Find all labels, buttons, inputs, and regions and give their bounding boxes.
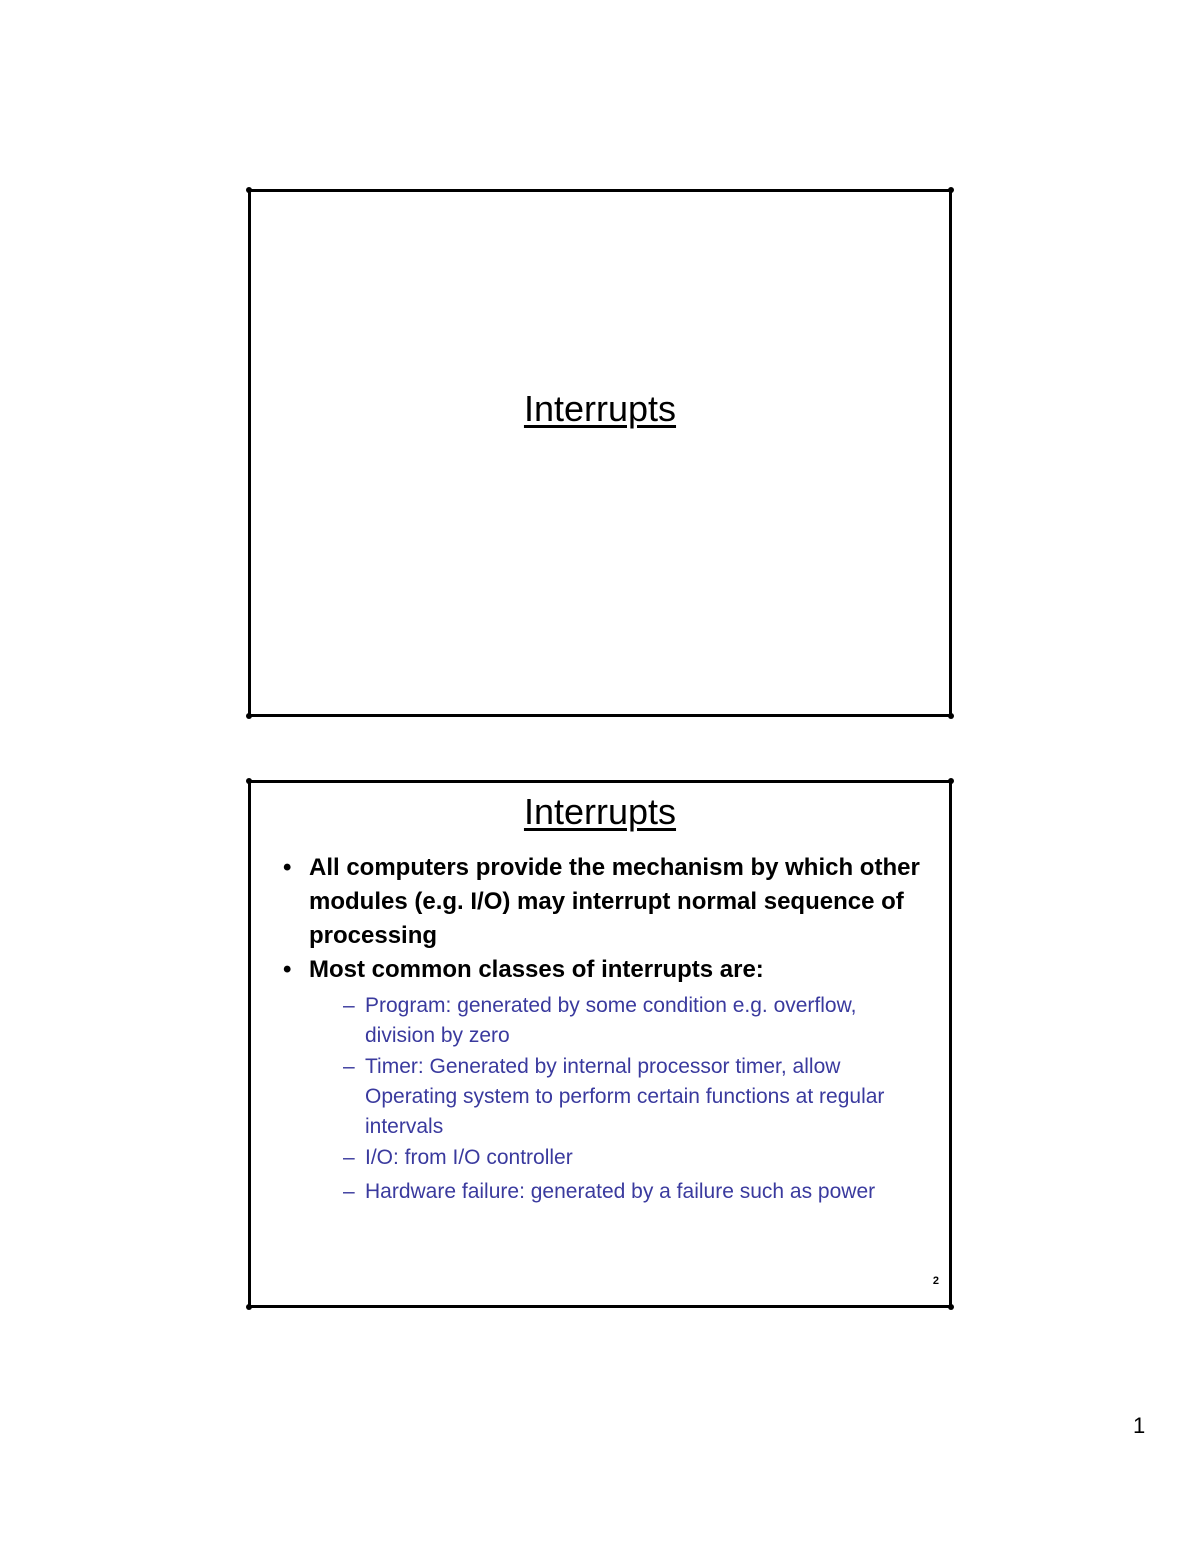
bullet-glyph: • xyxy=(283,854,292,881)
slide-corner xyxy=(948,187,954,193)
slide-2 xyxy=(248,780,952,1308)
slide-1 xyxy=(248,189,952,717)
slide-corner xyxy=(948,1304,954,1310)
slide-corner xyxy=(246,187,252,193)
sub-bullet-item xyxy=(343,1177,929,1207)
bullet-list xyxy=(283,851,929,1207)
dash-glyph: – xyxy=(343,1146,355,1169)
sub-bullet-text: Program: generated by some condition e.g. overflow, division by zero xyxy=(365,994,857,1047)
bullet-glyph: • xyxy=(283,956,292,983)
dash-glyph: – xyxy=(343,1180,355,1203)
slide-number: 2 xyxy=(932,1275,939,1287)
slide-2-title: Interrupts xyxy=(523,791,677,832)
bullet-item xyxy=(283,851,929,953)
page-number: 1 xyxy=(1133,1413,1146,1438)
sub-bullet-list xyxy=(309,991,929,1207)
bullet-item xyxy=(283,953,929,1207)
sub-bullet-text: Hardware failure: generated by a failure such as power xyxy=(365,1180,876,1203)
sub-bullet-item xyxy=(343,991,929,1051)
slide-corner xyxy=(246,713,252,719)
sub-bullet-text: Timer: Generated by internal processor timer, allow Operating system to perform certain functions at regular intervals xyxy=(365,1055,885,1138)
slide-corner xyxy=(948,713,954,719)
slide-corner xyxy=(246,778,252,784)
sub-bullet-item xyxy=(343,1143,929,1173)
sub-bullet-item xyxy=(343,1052,929,1142)
bullet-text: Most common classes of interrupts are: xyxy=(309,956,764,983)
bullet-text: All computers provide the mechanism by which other modules (e.g. I/O) may interrupt normal sequence of processing xyxy=(309,854,920,949)
dash-glyph: – xyxy=(343,994,355,1017)
slide-corner xyxy=(948,778,954,784)
sub-bullet-text: I/O: from I/O controller xyxy=(365,1146,573,1169)
slide-1-title: Interrupts xyxy=(523,388,677,429)
dash-glyph: – xyxy=(343,1055,355,1078)
slide-corner xyxy=(246,1304,252,1310)
